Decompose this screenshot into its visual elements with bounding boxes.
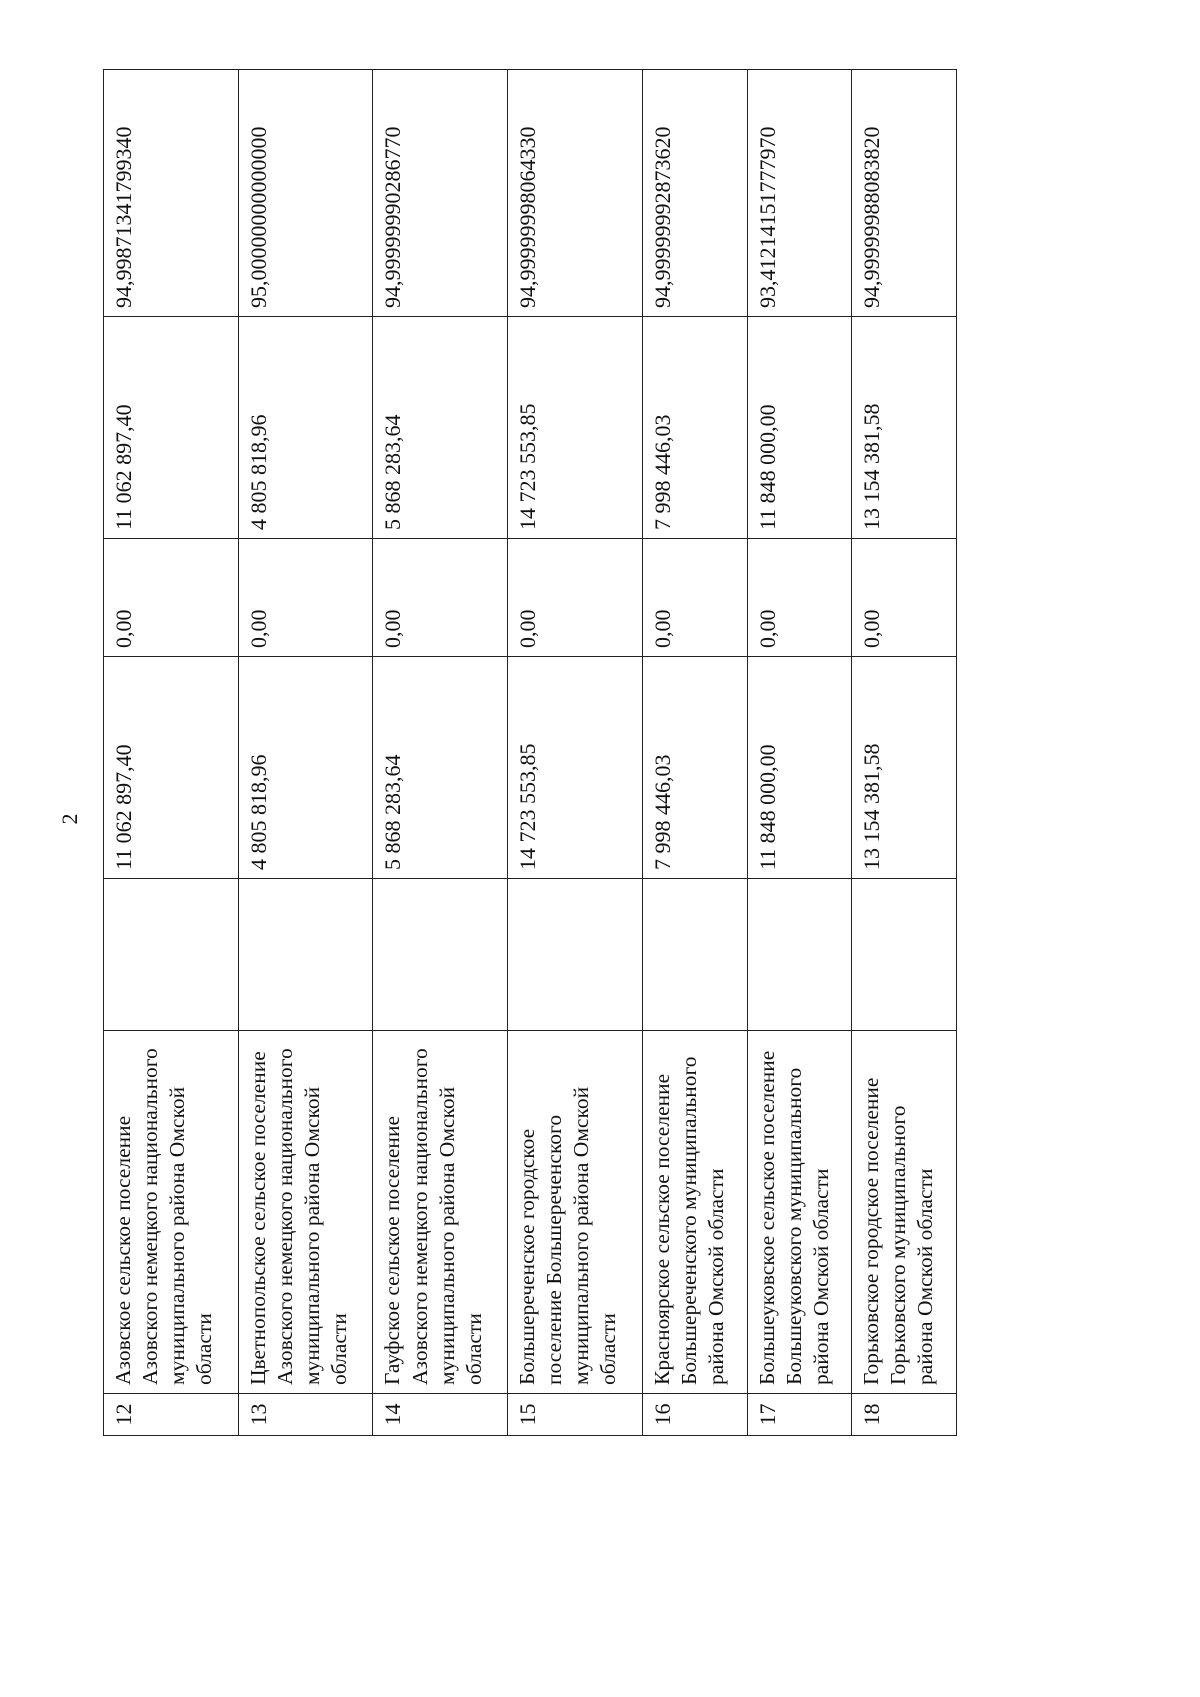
amount-net: 4 805 818,96 bbox=[238, 317, 373, 539]
percentage-value: 94,99871341799340 bbox=[104, 70, 239, 317]
amount-net: 14 723 553,85 bbox=[508, 317, 643, 539]
empty-cell bbox=[508, 879, 643, 1031]
percentage-value: 93,41214151777970 bbox=[747, 70, 852, 317]
table-row bbox=[508, 70, 643, 1436]
amount-zero: 0,00 bbox=[238, 539, 373, 657]
empty-cell bbox=[852, 879, 957, 1031]
amount-total: 4 805 818,96 bbox=[238, 657, 373, 879]
amount-net: 7 998 446,03 bbox=[642, 317, 747, 539]
table-row bbox=[852, 70, 957, 1436]
amount-net: 5 868 283,64 bbox=[373, 317, 508, 539]
row-number: 15 bbox=[508, 1394, 643, 1436]
empty-cell bbox=[104, 879, 239, 1031]
row-number: 18 bbox=[852, 1394, 957, 1436]
amount-total: 13 154 381,58 bbox=[852, 657, 957, 879]
settlement-name: Цветнопольское сельское поселение Азовского немецкого национального муниципального района Омской области bbox=[238, 1031, 373, 1394]
rotated-table-frame bbox=[103, 70, 957, 1436]
settlement-name: Азовское сельское поселение Азовского немецкого национального муниципального района Омской области bbox=[104, 1031, 239, 1394]
amount-total: 14 723 553,85 bbox=[508, 657, 643, 879]
settlement-name: Большеуковское сельское поселение Большеуковского муниципального района Омской области bbox=[747, 1031, 852, 1394]
percentage-value: 95,00000000000000 bbox=[238, 70, 373, 317]
amount-net: 11 848 000,00 bbox=[747, 317, 852, 539]
row-number: 16 bbox=[642, 1394, 747, 1436]
amount-zero: 0,00 bbox=[852, 539, 957, 657]
amount-total: 7 998 446,03 bbox=[642, 657, 747, 879]
table-row bbox=[238, 70, 373, 1436]
row-number: 13 bbox=[238, 1394, 373, 1436]
amount-net: 11 062 897,40 bbox=[104, 317, 239, 539]
row-number: 14 bbox=[373, 1394, 508, 1436]
amount-zero: 0,00 bbox=[104, 539, 239, 657]
data-table bbox=[103, 69, 957, 1436]
table-container bbox=[103, 70, 957, 1436]
table-row bbox=[373, 70, 508, 1436]
amount-zero: 0,00 bbox=[642, 539, 747, 657]
settlement-name: Горьковское городское поселение Горьковского муниципального района Омской области bbox=[852, 1031, 957, 1394]
table-row bbox=[642, 70, 747, 1436]
percentage-value: 94,99999988083820 bbox=[852, 70, 957, 317]
percentage-value: 94,99999998064330 bbox=[508, 70, 643, 317]
amount-zero: 0,00 bbox=[373, 539, 508, 657]
page-number: 2 bbox=[57, 813, 82, 825]
percentage-value: 94,99999990286770 bbox=[373, 70, 508, 317]
amount-zero: 0,00 bbox=[508, 539, 643, 657]
empty-cell bbox=[373, 879, 508, 1031]
empty-cell bbox=[238, 879, 373, 1031]
amount-net: 13 154 381,58 bbox=[852, 317, 957, 539]
row-number: 17 bbox=[747, 1394, 852, 1436]
table-row bbox=[104, 70, 239, 1436]
percentage-value: 94,99999992873620 bbox=[642, 70, 747, 317]
settlement-name: Большереченское городское поселение Большереченского муниципального района Омской области bbox=[508, 1031, 643, 1394]
table-row bbox=[747, 70, 852, 1436]
empty-cell bbox=[642, 879, 747, 1031]
settlement-name: Красноярское сельское поселение Большереченского муниципального района Омской области bbox=[642, 1031, 747, 1394]
row-number: 12 bbox=[104, 1394, 239, 1436]
settlement-name: Гауфское сельское поселение Азовского немецкого национального муниципального района Омской области bbox=[373, 1031, 508, 1394]
amount-zero: 0,00 bbox=[747, 539, 852, 657]
amount-total: 11 848 000,00 bbox=[747, 657, 852, 879]
amount-total: 5 868 283,64 bbox=[373, 657, 508, 879]
amount-total: 11 062 897,40 bbox=[104, 657, 239, 879]
empty-cell bbox=[747, 879, 852, 1031]
